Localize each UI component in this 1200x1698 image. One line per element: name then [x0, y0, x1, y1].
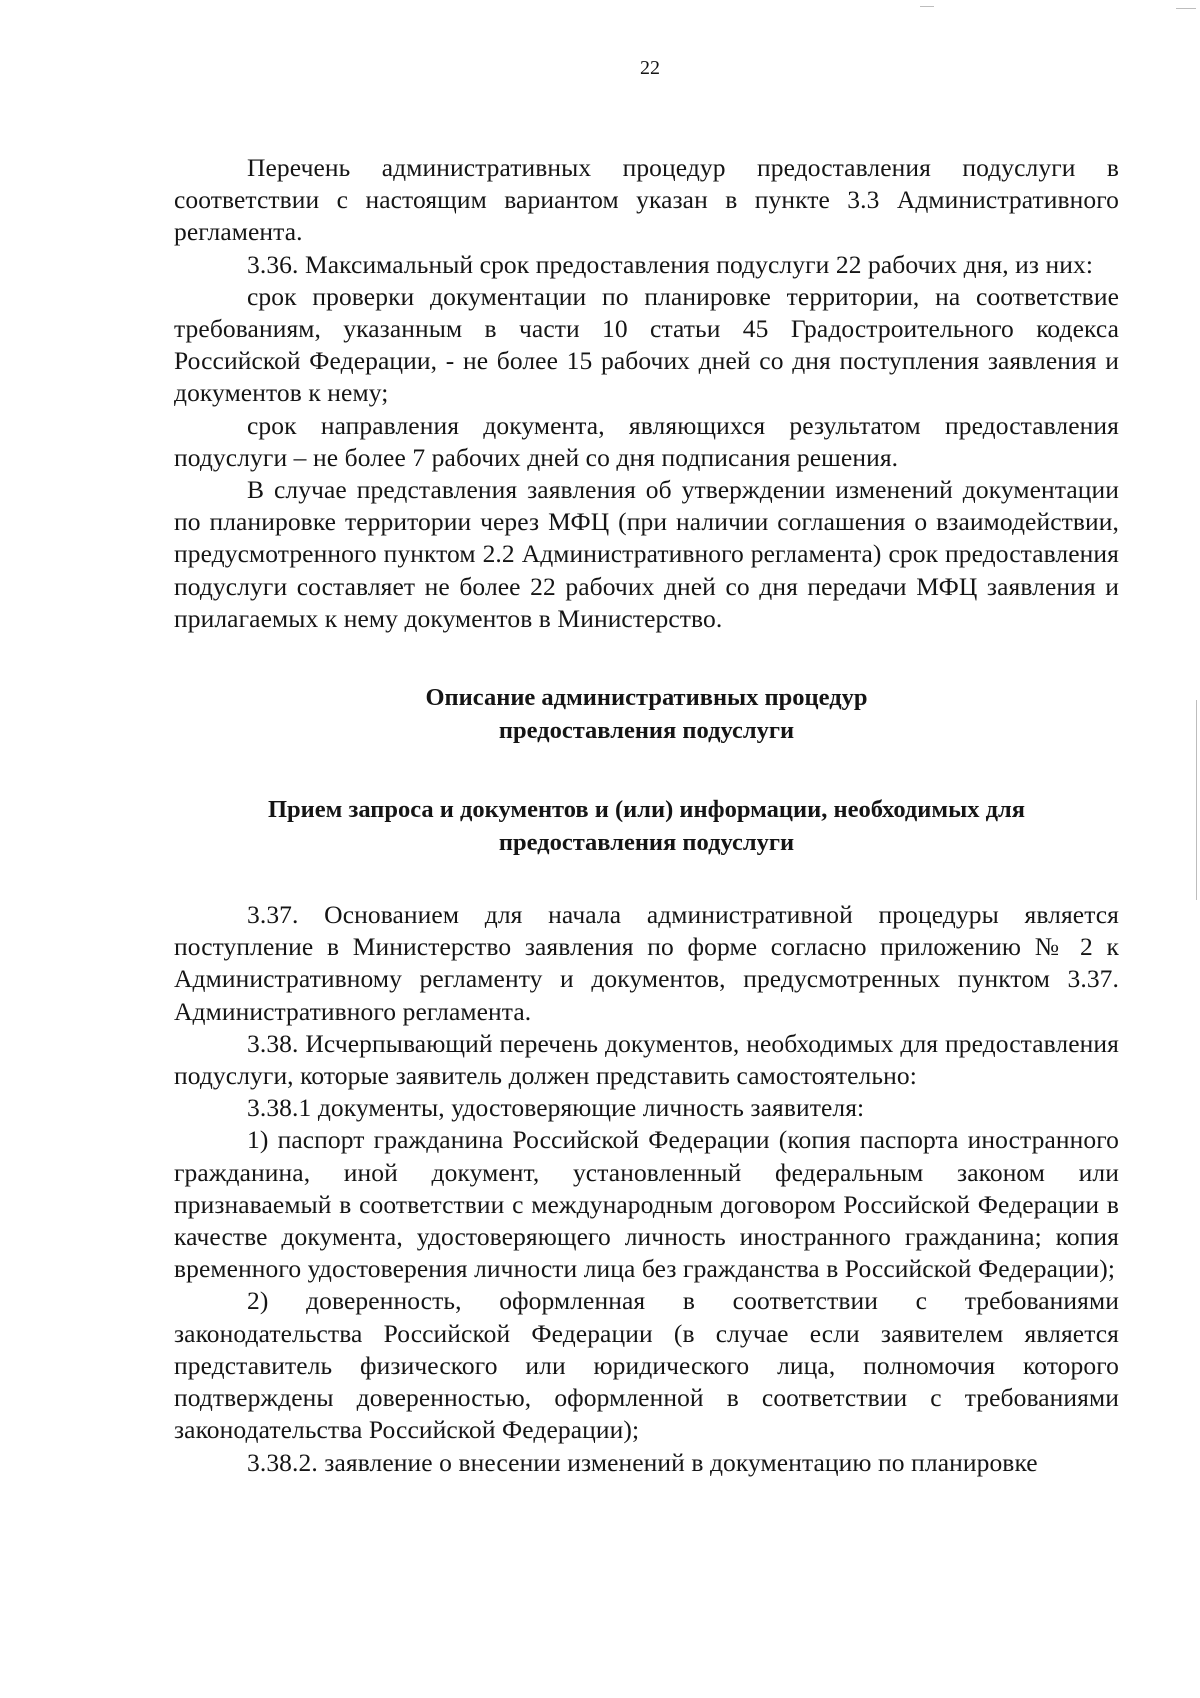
- paragraph-3-38-1: 3.38.1 документы, удостоверяющие личность заявителя:: [247, 1093, 865, 1123]
- paragraph-verification-term: срок проверки документации по планировке территории, на соответствие требованиям, указанным в части 10 статьи 45 Градостроительного кодекса Российской Федерации, - не более 15 рабочих дней со дня поступления заявления и документов к нему;: [174, 281, 1119, 408]
- paragraph-3-37: 3.37. Основанием для начала административной процедуры является поступление в Министерство заявления по форме согласно приложению № 2 к Административному регламенту и документов, предусмотренных пунктом 3.37. Административного регламента.: [174, 900, 1119, 1026]
- paragraph-sending-term: срок направления документа, являющихся результатом предоставления подуслуги – не более 7 рабочих дней со дня подписания решения.: [174, 410, 1119, 472]
- paragraph-3-36: 3.36. Максимальный срок предоставления подуслуги 22 рабочих дня, из них:: [247, 249, 1094, 279]
- paragraph-3-38-2: 3.38.2. заявление о внесении изменений в документацию по планировке: [247, 1447, 1038, 1477]
- section-heading-procedures-line1: Описание административных процедур: [425, 684, 868, 712]
- document-body: [174, 152, 1119, 1479]
- paragraph-mfc-term: В случае представления заявления об утверждении изменений документации по планировке территории через МФЦ (при наличии соглашения о взаимодействии, предусмотренного пунктом 2.2 Административного регламента) срок предоставления подуслуги составляет не более 22 рабочих дней со дня передачи МФЦ заявления и прилагаемых к нему документов в Министерство.: [174, 475, 1119, 633]
- paragraph-item-passport: 1) паспорт гражданина Российской Федерации (копия паспорта иностранного гражданина, иной документ, установленный федеральным законом или признаваемый в соответствии с международным договором Российской Федерации в качестве документа, удостоверяющего личность иностранного гражданина; копия временного удостоверения личности лица без гражданства в Российской Федерации);: [174, 1125, 1119, 1284]
- page-number: 22: [640, 57, 660, 79]
- section-heading-procedures: [174, 681, 1119, 747]
- scan-edge-mark-right: [1176, 8, 1196, 9]
- request-intake-body: [174, 899, 1119, 1479]
- scan-edge-mark-top: [920, 6, 934, 7]
- section-heading-procedures-line2: предоставления подуслуги: [498, 717, 795, 745]
- paragraph-3-38: 3.38. Исчерпывающий перечень документов, необходимых для предоставления подуслуги, которые заявитель должен представить самостоятельно:: [174, 1028, 1119, 1091]
- section-heading-request-intake-line1: Прием запроса и документов и (или) информации, необходимых для: [268, 796, 1025, 824]
- paragraph-procedures-list: Перечень административных процедур предоставления подуслуги в соответствии с настоящим вариантом указан в пункте 3.3 Административного регламента.: [174, 153, 1119, 247]
- section-heading-request-intake-line2: предоставления подуслуги: [498, 829, 795, 857]
- paragraph-item-power-of-attorney: 2) доверенность, оформленная в соответствии с требованиями законодательства Российской Федерации (в случае если заявителем является представитель физического или юридического лица, полномочия которого подтверждены доверенностью, оформленной в соответствии с требованиями законодательства Российской Федерации);: [174, 1286, 1119, 1445]
- scan-edge-mark-right-side: [1196, 700, 1197, 900]
- section-heading-request-intake: [174, 793, 1119, 859]
